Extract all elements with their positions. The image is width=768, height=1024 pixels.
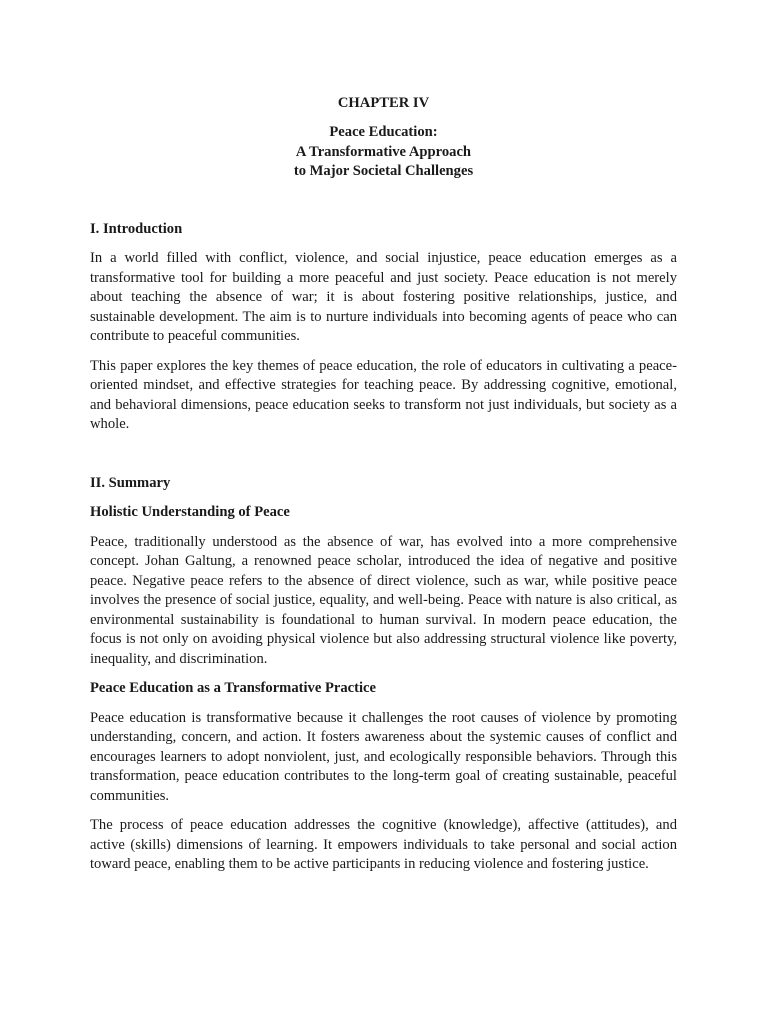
chapter-title <box>90 123 677 182</box>
chapter-label: CHAPTER IV <box>337 95 430 111</box>
body-paragraph: In a world filled with conflict, violence, and social injustice, peace education emerges as a transformative tool for building a more peaceful and just society. Peace education is not merely about teaching the absence of war; it is about fostering positive relationships, justice, and sustainable development. The aim is to nurture individuals into becoming agents of peace who can contribute to peaceful communities. <box>90 250 677 344</box>
chapter-title-line: A Transformative Approach <box>295 143 472 160</box>
section-heading-summary: II. Summary <box>90 474 171 491</box>
body-paragraph: The process of peace education addresses the cognitive (knowledge), affective (attitudes), and active (skills) dimensions of learning. It empowers individuals to take personal and social action toward peace, enabling them to be active participants in reducing violence and fostering justice. <box>90 817 677 872</box>
document-page <box>90 94 677 875</box>
subsection-heading-holistic-understanding: Holistic Understanding of Peace <box>90 504 290 520</box>
chapter-title-line: Peace Education: <box>329 124 438 140</box>
subsection-heading-transformative-practice: Peace Education as a Transformative Practice <box>90 680 376 696</box>
body-paragraph: Peace, traditionally understood as the absence of war, has evolved into a more comprehensive concept. Johan Galtung, a renowned peace scholar, introduced the idea of negative and positive peace. Negative peace refers to the absence of direct violence, such as war, while positive peace involves the presence of social justice, equality, and well-being. Peace with nature is also critical, as environmental sustainability is foundational to human survival. In modern peace education, the focus is not only on avoiding physical violence but also addressing structural violence like poverty, inequality, and discrimination. <box>90 533 677 667</box>
section-heading-introduction: I. Introduction <box>90 220 183 237</box>
chapter-title-line: to Major Societal Challenges <box>293 163 474 179</box>
body-paragraph: This paper explores the key themes of peace education, the role of educators in cultivating a peace-oriented mindset, and effective strategies for teaching peace. By addressing cognitive, emotional, and behavioral dimensions, peace education seeks to transform not just individuals, but society as a whole. <box>90 357 677 432</box>
body-paragraph: Peace education is transformative because it challenges the root causes of violence by promoting understanding, concern, and action. It fosters awareness about the systemic causes of conflict and encourages learners to adopt nonviolent, just, and ecologically responsible behaviors. Through this transformation, peace education contributes to the long-term goal of creating sustainable, peaceful communities. <box>90 709 677 804</box>
